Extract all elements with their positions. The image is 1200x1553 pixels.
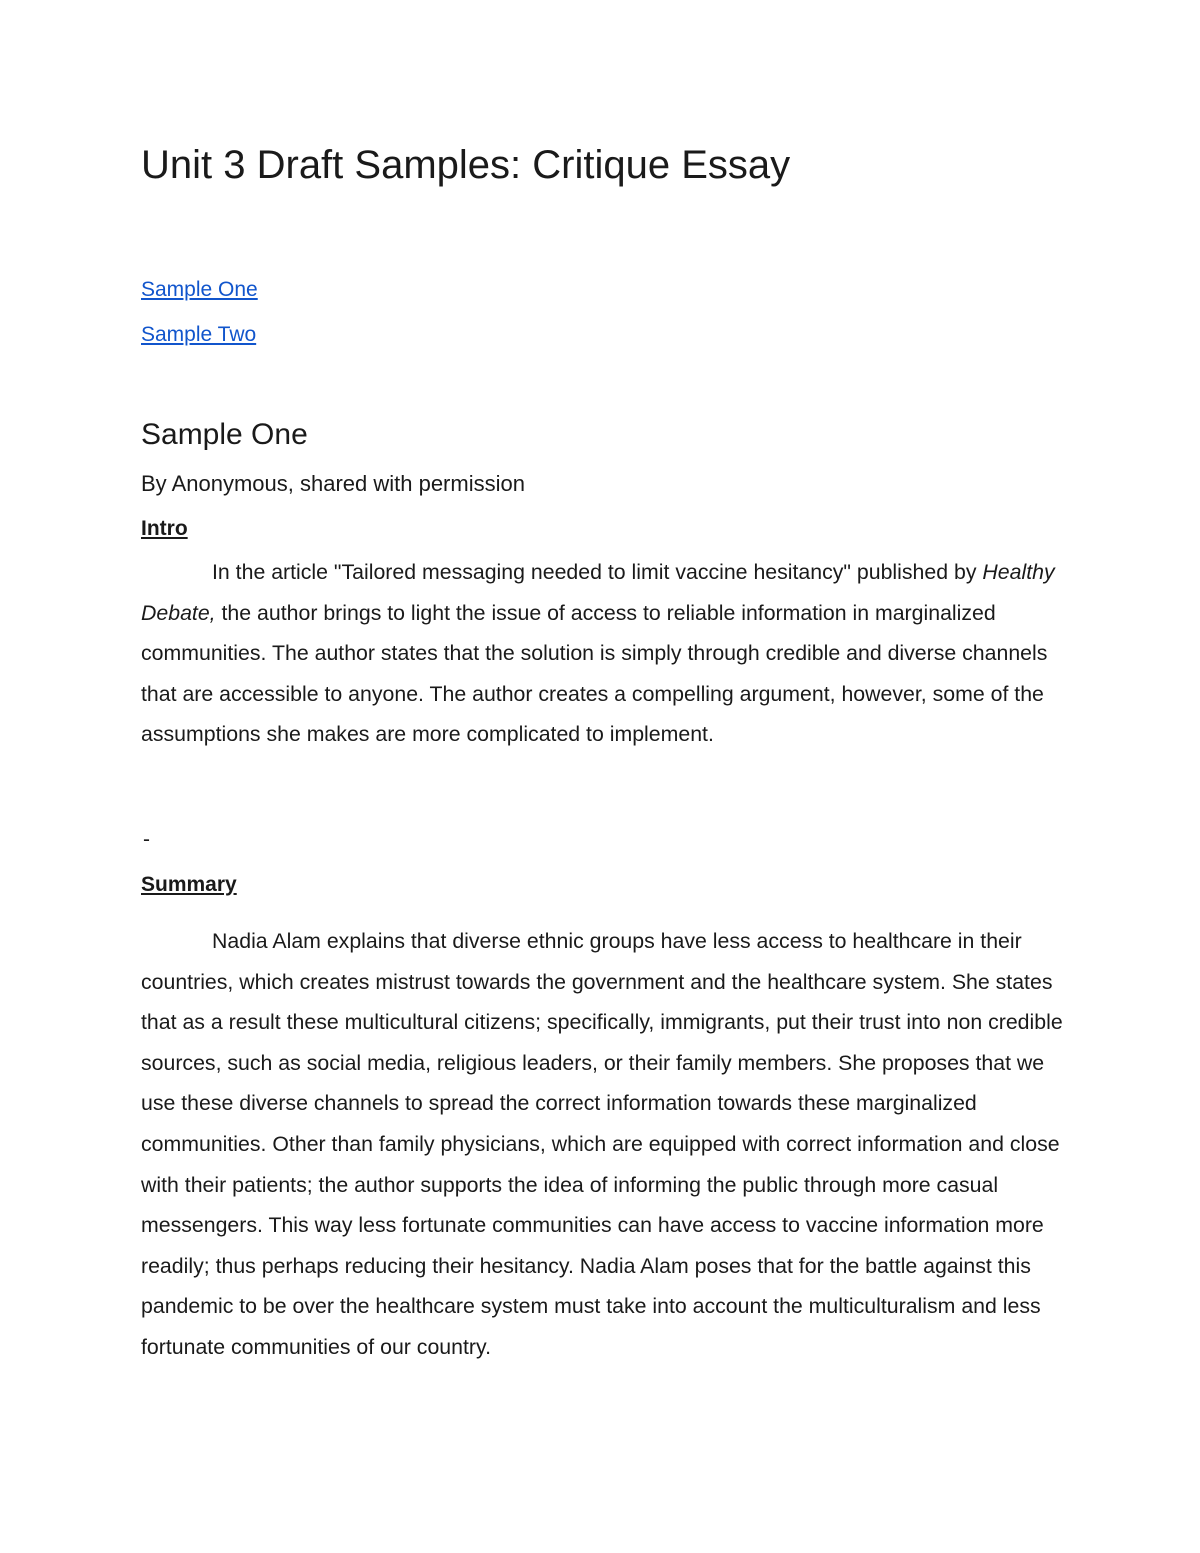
summary-paragraph: Nadia Alam explains that diverse ethnic groups have less access to healthcare in their countries, which creates mistrust towards the government and the healthcare system. She states that as a result these multicultural citizens; specifically, immigrants, put their trust into non credible sources, such as social media, religious leaders, or their family members. She proposes that we use these diverse channels to spread the correct information towards these marginalized communities. Other than family physicians, which are equipped with correct information and close with their patients; the author supports the idea of informing the public through more casual messengers. This way less fortunate communities can have access to vaccine information more readily; thus perhaps reducing their hesitancy. Nadia Alam poses that for the battle against this pandemic to be over the healthcare system must take into account the multiculturalism and less fortunate communities of our country.: [141, 929, 1063, 1359]
intro-heading: Intro: [141, 517, 188, 540]
publication-name: Healthy Debate,: [141, 560, 1055, 625]
section-separator: -: [143, 828, 150, 851]
intro-paragraph: [141, 552, 1066, 755]
section-heading-sample-one: Sample One: [141, 418, 308, 451]
intro-text-prefix: In the article "Tailored messaging needed to limit vaccine hesitancy" published by: [212, 560, 983, 584]
byline: By Anonymous, shared with permission: [141, 471, 525, 496]
summary-heading: Summary: [141, 873, 237, 896]
intro-text-rest: the author brings to light the issue of access to reliable information in marginalized communities. The author states that the solution is simply through credible and diverse channels that are accessible to anyone. The author creates a compelling argument, however, some of the assumptions she makes are more complicated to implement.: [141, 600, 1048, 747]
toc-link-sample-one[interactable]: Sample One: [141, 278, 258, 301]
toc-link-sample-two[interactable]: Sample Two: [141, 323, 257, 346]
document-title: Unit 3 Draft Samples: Critique Essay: [141, 143, 791, 187]
